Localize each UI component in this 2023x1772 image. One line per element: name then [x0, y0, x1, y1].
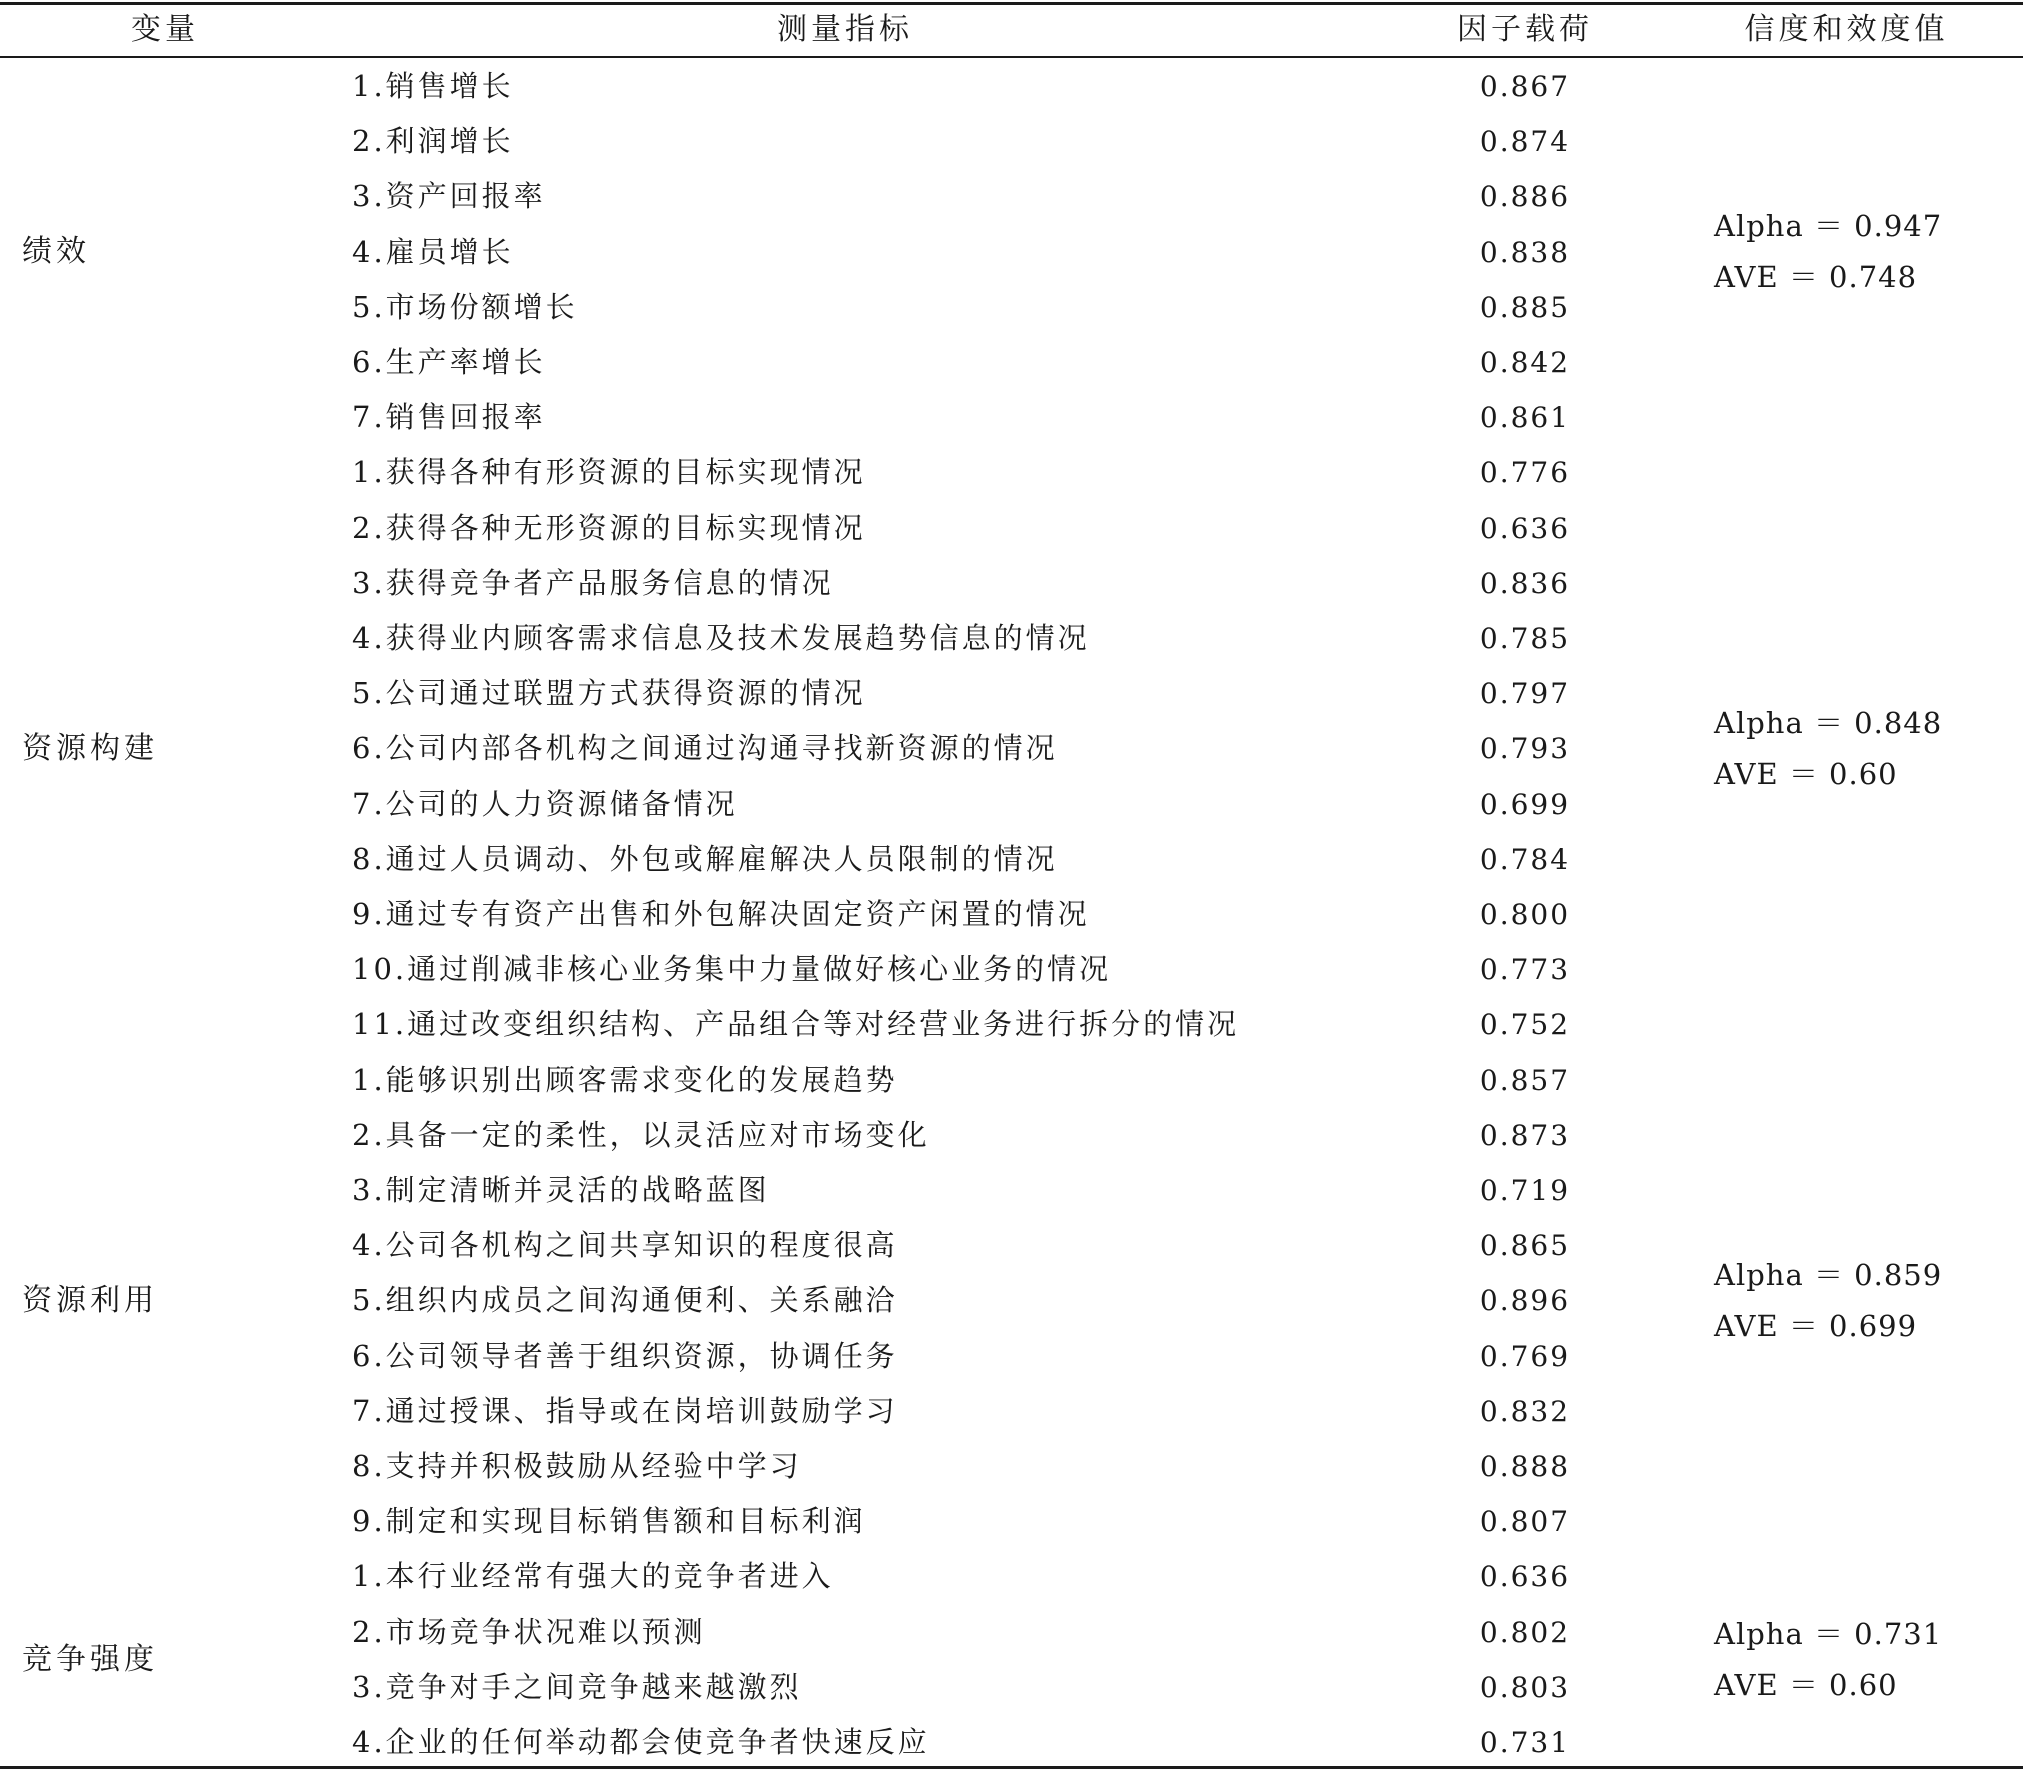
indicator-text: 11.通过改变组织结构、产品组合等对经营业务进行拆分的情况 [352, 1007, 1240, 1042]
indicator-text: 1.获得各种有形资源的目标实现情况 [352, 455, 866, 490]
table-row [0, 1439, 2023, 1494]
indicator-text: 1.能够识别出顾客需求变化的发展趋势 [352, 1062, 898, 1097]
alpha-value: Alpha ＝ 0.848 [1714, 706, 1943, 740]
indicator-text: 2.获得各种无形资源的目标实现情况 [352, 510, 866, 545]
table-row [0, 1715, 2023, 1770]
indicator-text: 10.通过削减非核心业务集中力量做好核心业务的情况 [352, 952, 1112, 987]
factor-loading: 0.800 [1479, 898, 1571, 931]
indicator-text: 3.资产回报率 [352, 179, 546, 214]
factor-loading: 0.836 [1479, 566, 1571, 600]
reliability-values [1714, 698, 1942, 800]
factor-loading: 0.785 [1479, 622, 1571, 655]
table-row [0, 390, 2023, 445]
factor-loading: 0.867 [1479, 70, 1571, 103]
header-loading: 因子载荷 [1457, 12, 1593, 47]
indicator-text: 6.公司领导者善于组织资源，协调任务 [352, 1338, 898, 1373]
factor-loading: 0.832 [1479, 1394, 1571, 1428]
factor-loading: 0.865 [1479, 1229, 1571, 1263]
table-row [0, 1053, 2023, 1108]
factor-loading: 0.802 [1479, 1615, 1571, 1649]
factor-loading: 0.873 [1479, 1118, 1571, 1152]
factor-loading: 0.793 [1479, 732, 1571, 766]
indicator-text: 9.制定和实现目标销售额和目标利润 [352, 1504, 866, 1539]
factor-loading: 0.803 [1479, 1670, 1571, 1704]
ave-value: AVE ＝ 0.60 [1714, 1667, 1898, 1702]
table-row [0, 887, 2023, 942]
reliability-values [1714, 1609, 1942, 1711]
table-row [0, 1163, 2023, 1218]
alpha-value: Alpha ＝ 0.947 [1714, 209, 1943, 244]
factor-loading: 0.636 [1479, 511, 1571, 545]
table-row [0, 59, 2023, 114]
table-row [0, 1549, 2023, 1604]
factor-loading: 0.842 [1479, 346, 1571, 379]
factor-loading: 0.731 [1479, 1726, 1571, 1759]
indicator-text: 2.具备一定的柔性，以灵活应对市场变化 [352, 1117, 930, 1152]
table-bottom-rule [0, 1766, 2023, 1769]
indicator-text: 3.制定清晰并灵活的战略蓝图 [352, 1173, 770, 1207]
table-row [0, 114, 2023, 169]
header-variable: 变量 [131, 12, 199, 47]
variable-name: 资源利用 [22, 1283, 158, 1318]
factor-loading: 0.719 [1479, 1174, 1571, 1207]
factor-loading: 0.857 [1479, 1063, 1571, 1097]
indicator-text: 2.市场竞争状况难以预测 [352, 1614, 706, 1649]
indicator-text: 5.组织内成员之间沟通便利、关系融洽 [352, 1283, 898, 1318]
table-row [0, 1108, 2023, 1163]
factor-loading: 0.797 [1479, 677, 1571, 711]
indicator-text: 9.通过专有资产出售和外包解决固定资产闲置的情况 [352, 897, 1090, 931]
table-row [0, 501, 2023, 556]
factor-loading: 0.896 [1479, 1284, 1571, 1318]
header-reliability: 信度和效度值 [1744, 12, 1949, 47]
indicator-text: 7.销售回报率 [352, 400, 546, 435]
factor-loading: 0.885 [1479, 290, 1571, 324]
factor-loading: 0.752 [1479, 1008, 1571, 1042]
table-row [0, 445, 2023, 500]
indicator-text: 7.通过授课、指导或在岗培训鼓励学习 [352, 1393, 898, 1428]
alpha-value: Alpha ＝ 0.731 [1714, 1616, 1943, 1651]
variable-name: 绩效 [22, 234, 90, 270]
indicator-text: 3.获得竞争者产品服务信息的情况 [352, 565, 834, 600]
table-header-rule [0, 56, 2023, 58]
indicator-text: 4.获得业内顾客需求信息及技术发展趋势信息的情况 [352, 621, 1090, 655]
table-body [0, 59, 2023, 1765]
indicator-text: 2.利润增长 [352, 124, 514, 159]
table-row [0, 335, 2023, 390]
indicator-text: 1.本行业经常有强大的竞争者进入 [352, 1559, 834, 1594]
reliability-values [1714, 1250, 1942, 1352]
factor-loading: 0.886 [1479, 180, 1571, 214]
indicator-text: 4.企业的任何举动都会使竞争者快速反应 [352, 1725, 930, 1759]
variable-name: 资源构建 [22, 731, 158, 766]
variable-name: 竞争强度 [22, 1641, 158, 1677]
factor-loading: 0.874 [1479, 125, 1571, 159]
indicator-text: 1.销售增长 [352, 69, 514, 103]
factor-loading: 0.773 [1479, 953, 1571, 987]
table-row [0, 556, 2023, 611]
factor-loading: 0.838 [1479, 235, 1571, 269]
factor-loading: 0.636 [1479, 1560, 1571, 1594]
ave-value: AVE ＝ 0.699 [1714, 1309, 1918, 1343]
factor-loading: 0.769 [1479, 1339, 1571, 1373]
table-row [0, 1494, 2023, 1549]
ave-value: AVE ＝ 0.748 [1714, 260, 1918, 295]
indicator-text: 8.通过人员调动、外包或解雇解决人员限制的情况 [352, 841, 1058, 876]
table-row [0, 997, 2023, 1052]
alpha-value: Alpha ＝ 0.859 [1714, 1258, 1943, 1292]
factor-loading: 0.861 [1479, 401, 1571, 435]
factor-loading: 0.784 [1479, 842, 1571, 876]
factor-loading: 0.807 [1479, 1505, 1571, 1539]
reliability-values [1714, 201, 1942, 303]
header-indicator: 测量指标 [777, 12, 913, 47]
table-row [0, 1384, 2023, 1439]
indicator-text: 4.公司各机构之间共享知识的程度很高 [352, 1228, 898, 1263]
indicator-text: 3.竞争对手之间竞争越来越激烈 [352, 1669, 802, 1704]
indicator-text: 6.公司内部各机构之间通过沟通寻找新资源的情况 [352, 731, 1058, 766]
indicator-text: 7.公司的人力资源储备情况 [352, 786, 738, 821]
factor-loading: 0.776 [1479, 456, 1571, 490]
factor-loading: 0.699 [1479, 787, 1571, 821]
indicator-text: 5.公司通过联盟方式获得资源的情况 [352, 676, 866, 711]
indicator-text: 8.支持并积极鼓励从经验中学习 [352, 1449, 802, 1483]
indicator-text: 5.市场份额增长 [352, 289, 578, 324]
factor-loading: 0.888 [1479, 1450, 1571, 1483]
table-row [0, 832, 2023, 887]
table-row [0, 611, 2023, 666]
table-row [0, 942, 2023, 997]
ave-value: AVE ＝ 0.60 [1714, 757, 1898, 791]
indicator-text: 6.生产率增长 [352, 345, 546, 379]
indicator-text: 4.雇员增长 [352, 234, 514, 269]
